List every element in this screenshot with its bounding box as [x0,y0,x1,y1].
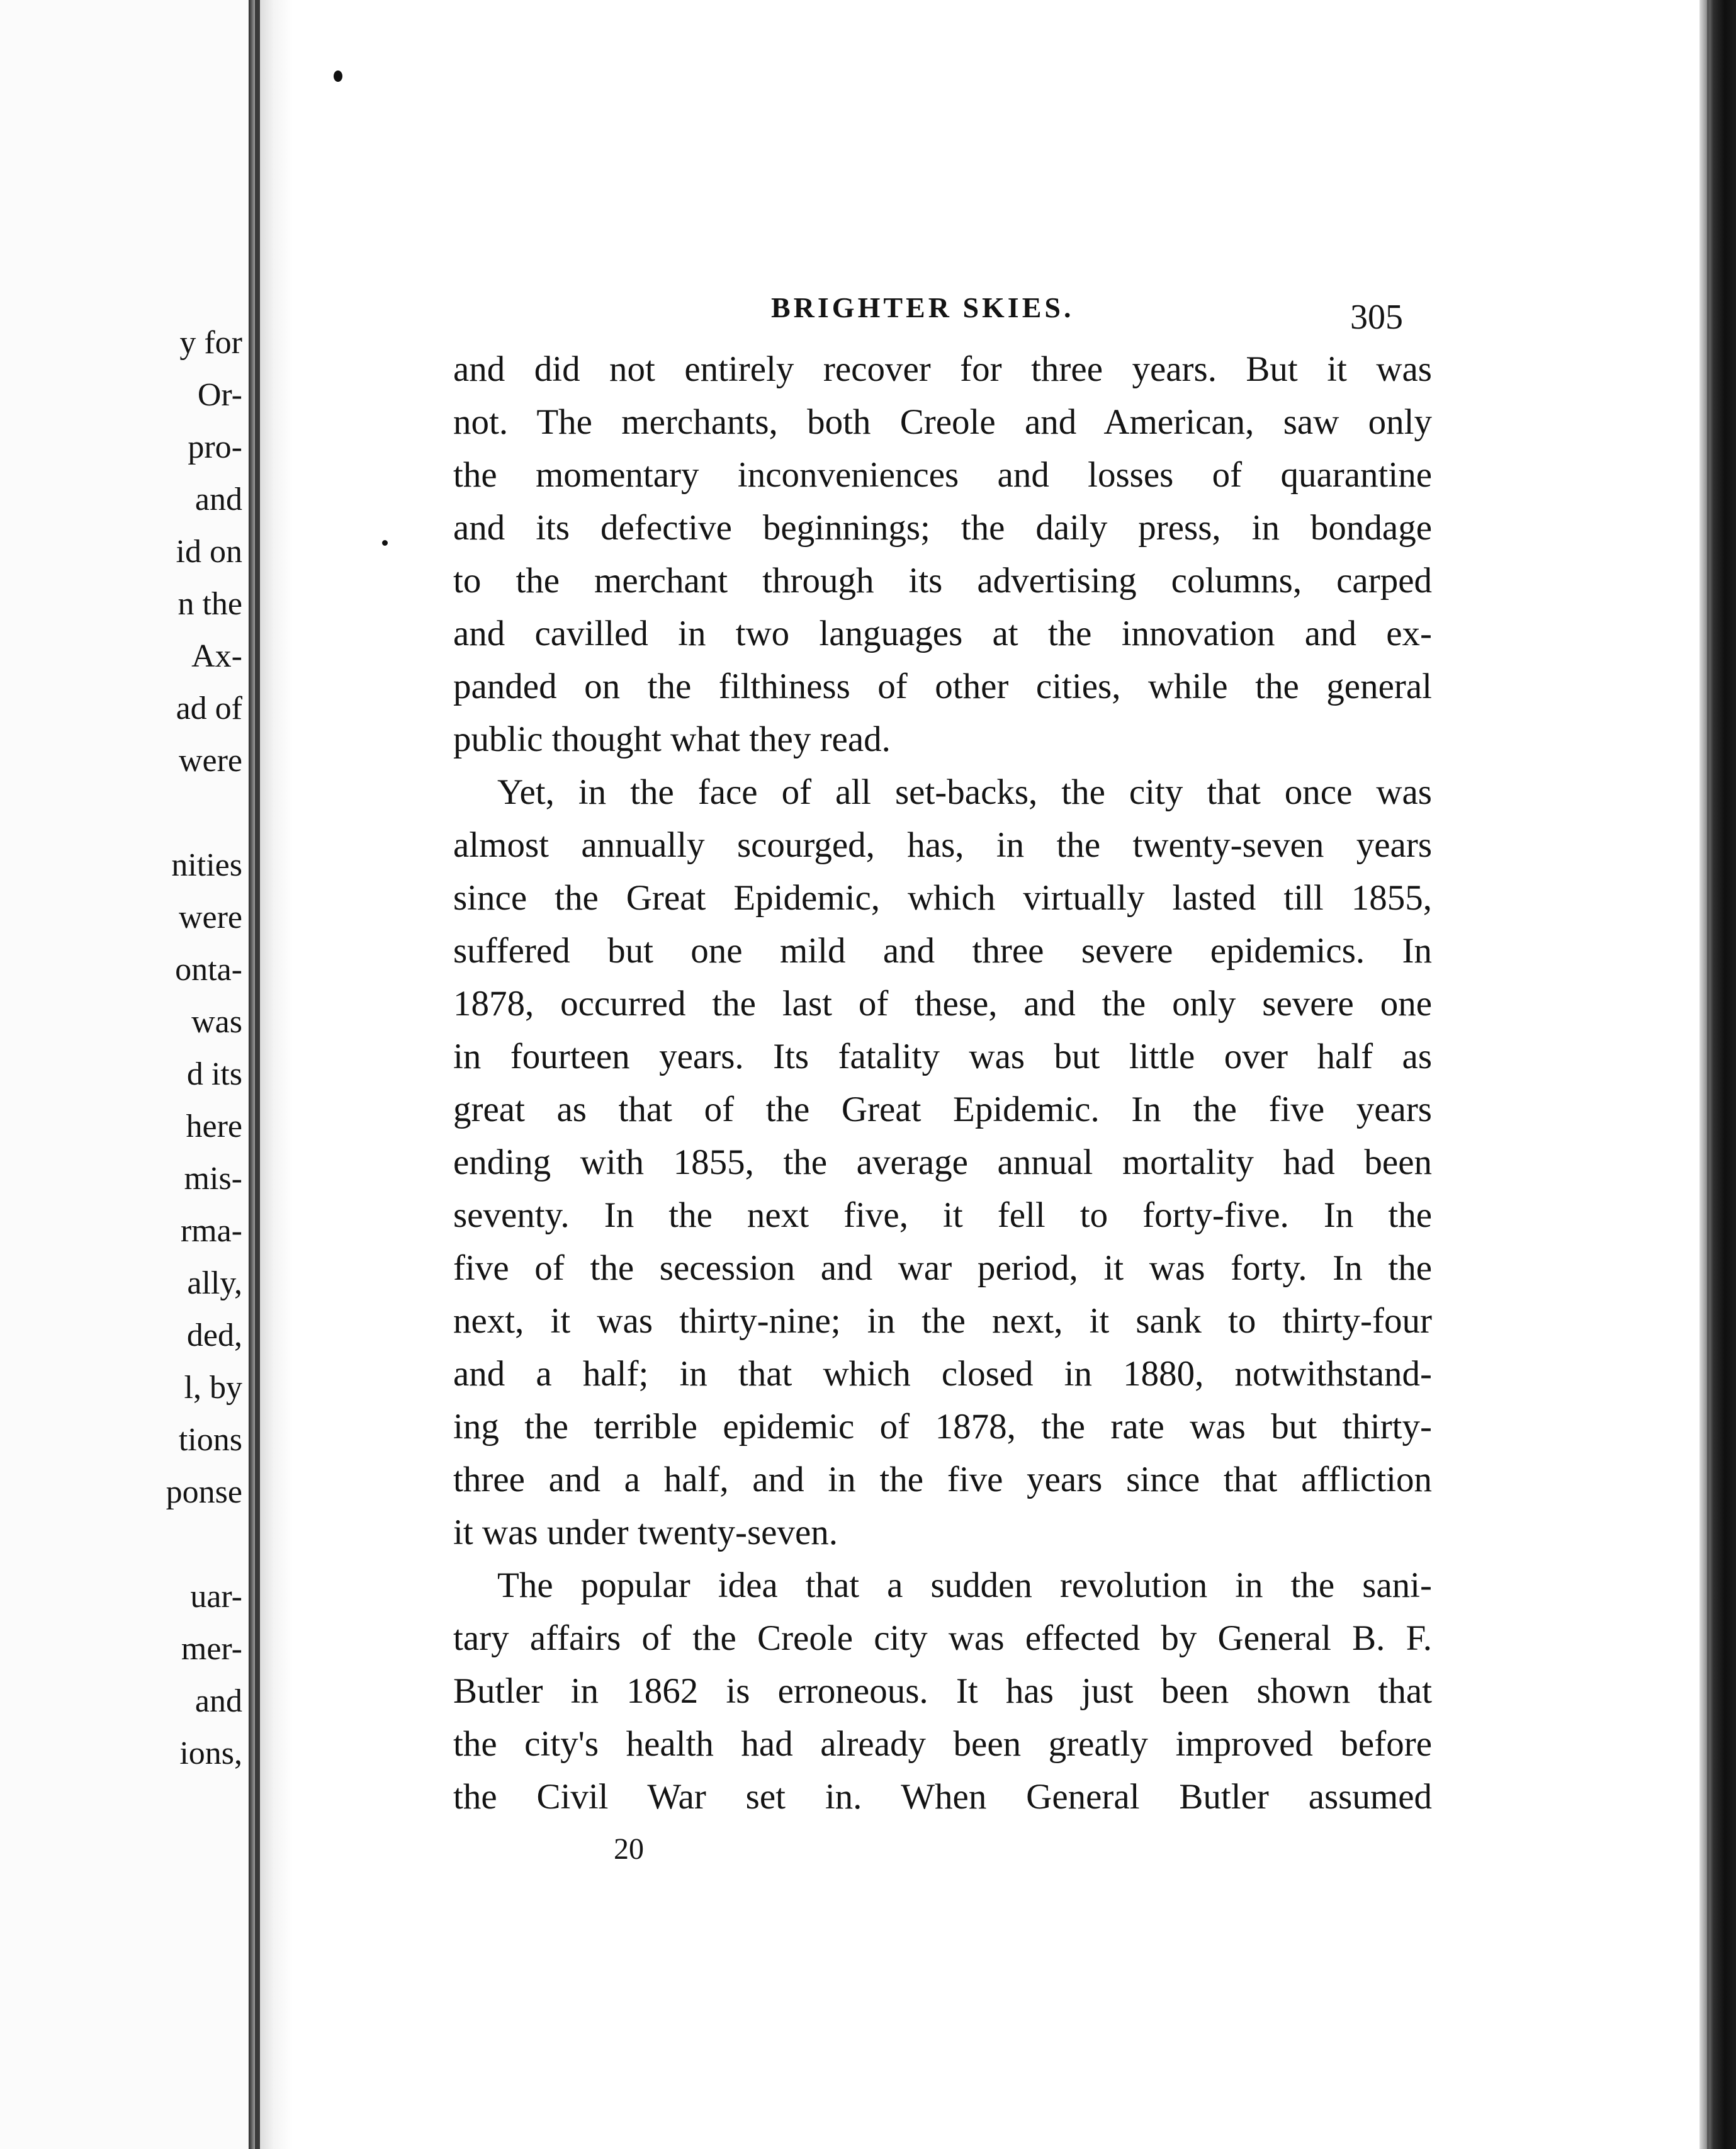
paragraph-1 [453,343,1432,766]
text-line: and did not entirely recover for three years. But it was [453,349,1432,389]
text-line: Yet, in the face of all set-backs, the city that once was [497,772,1432,812]
ink-speck [334,71,342,82]
book-page [293,0,1699,2149]
text-line: The popular idea that a sudden revolution in the sani- [497,1565,1432,1605]
facing-page-fragment: nities [171,847,242,883]
text-line: public thought what they read. [453,719,891,759]
facing-page-fragment: id on [176,534,242,570]
facing-page-fragment: ponse [166,1474,242,1510]
facing-page [0,0,249,2149]
ink-speck [382,540,388,546]
page-body [453,343,1432,1824]
facing-page-fragment: ally, [187,1265,242,1301]
facing-page-fragment: was [191,1004,242,1040]
text-line: the city's health had already been greatly improved before [453,1724,1432,1764]
text-line: to the merchant through its advertising columns, carped [453,561,1432,601]
facing-page-fragment: n the [178,586,242,622]
page-edge-line [1707,0,1710,2149]
paragraph-3 [453,1559,1432,1824]
text-line: seventy. In the next five, it fell to forty-five. In the [453,1195,1432,1235]
facing-page-fragment: mer- [181,1631,242,1667]
text-line: the Civil War set in. When General Butler assumed [453,1777,1432,1817]
facing-page-fragment: tions [178,1422,242,1458]
page-edge [1699,0,1736,2149]
signature-mark: 20 [614,1832,644,1866]
text-line: and its defective beginnings; the daily press, in bondage [453,508,1432,548]
facing-page-fragment: here [186,1108,242,1144]
facing-page-fragment: Or- [197,377,242,413]
text-line: great as that of the Great Epidemic. In the five years [453,1090,1432,1129]
text-line: five of the secession and war period, it was forty. In the [453,1248,1432,1288]
facing-page-fragment: and [194,1683,242,1719]
text-line: not. The merchants, both Creole and American, saw only [453,402,1432,442]
facing-page-fragment: l, by [184,1370,242,1406]
facing-page-fragment: were [178,900,242,935]
facing-page-fragment: rma- [180,1213,242,1249]
text-line: it was under twenty-seven. [453,1513,838,1552]
text-line: tary affairs of the Creole city was effected by General B. F. [453,1618,1432,1658]
text-line: three and a half, and in the five years since that affliction [453,1460,1432,1499]
text-line: ing the terrible epidemic of 1878, the rate was but thirty- [453,1407,1432,1447]
facing-page-fragment: y for [179,325,242,361]
text-line: the momentary inconveniences and losses of quarantine [453,455,1432,495]
facing-page-fragment: uar- [190,1579,242,1615]
text-line: ending with 1855, the average annual mortality had been [453,1142,1432,1182]
facing-page-fragment: d its [186,1056,242,1092]
text-line: since the Great Epidemic, which virtually lasted till 1855, [453,878,1432,918]
facing-page-fragment: pro- [188,429,242,465]
facing-page-fragment: ded, [186,1317,242,1353]
text-line: in fourteen years. Its fatality was but little over half as [453,1037,1432,1076]
running-head: BRIGHTER SKIES. [771,291,1074,324]
text-line: suffered but one mild and three severe epidemics. In [453,931,1432,971]
facing-page-fragment: Ax- [191,638,242,674]
text-line: next, it was thirty-nine; in the next, it sank to thirty-four [453,1301,1432,1341]
page-number: 305 [1350,298,1403,337]
text-line: panded on the filthiness of other cities, while the general [453,667,1432,706]
facing-page-fragment: were [178,743,242,779]
paragraph-2 [453,766,1432,1559]
spine-line [255,0,260,2149]
facing-page-fragment: onta- [175,952,242,988]
facing-page-fragment: mis- [184,1161,242,1197]
facing-page-fragment: and [194,482,242,517]
facing-page-fragment: ions, [179,1735,242,1771]
text-line: and cavilled in two languages at the innovation and ex- [453,614,1432,653]
text-line: Butler in 1862 is erroneous. It has just been shown that [453,1671,1432,1711]
text-line: almost annually scourged, has, in the twenty-seven years [453,825,1432,865]
text-line: 1878, occurred the last of these, and the only severe one [453,984,1432,1024]
text-line: and a half; in that which closed in 1880, notwithstand- [453,1354,1432,1394]
facing-page-fragment: ad of [176,691,242,726]
